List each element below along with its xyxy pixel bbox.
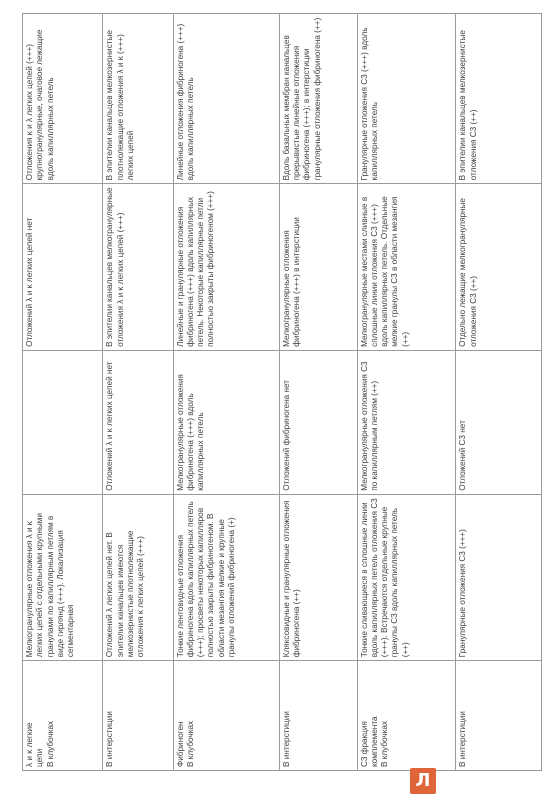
table-cell: Мелкогранулярные отложения С3 по капиллярным петлям (++) xyxy=(357,350,456,494)
row-label-line: комплемента xyxy=(369,716,379,767)
table-cell: Линейные и гранулярные отложения фибриногена (+++) вдоль капиллярных петель. Некоторые капиллярные петли полностью закрыты фибриногеном (+++) xyxy=(173,184,279,351)
table-row xyxy=(456,14,542,771)
table-cell: Отложения κ и λ легких цепей (+++) крупногранулярные, очаговое лежащие вдоль капиллярных петель xyxy=(23,14,103,184)
row-label xyxy=(173,661,279,771)
table-cell: Отложений λ легких цепей нет. В эпителии канальцев имеются мелкозернистые плотнолежащие отложения κ легких цепей (+++) xyxy=(103,494,173,661)
row-label xyxy=(23,661,103,771)
table-cell: Мелкогранулярные отложения фибриногена (+++) вдоль капиллярных петель xyxy=(173,350,279,494)
table-cell: Отложений С3 нет xyxy=(456,350,542,494)
publisher-logo-icon: Л xyxy=(410,768,436,794)
table-cell: Мелкогранулярные отложения λ и κ легких цепей с отдельными крупными гранулами по капиллярным петлям в виде гирлянд (+++). Локализация сегментарная xyxy=(23,494,103,661)
table-cell: Тонкие лентовидные отложения фибриногена вдоль капиллярных петель (+++); просветы некоторых капилляров полностью закрыты фибриногеном. В области мезангия мелкие и крупные гранулы отложений фибриногена (+) xyxy=(173,494,279,661)
row-label-line: В интерстиции xyxy=(105,711,115,767)
table-cell: Отложений λ и κ легких цепей нет xyxy=(103,350,173,494)
row-label xyxy=(456,661,542,771)
table-row xyxy=(103,14,173,771)
table-cell xyxy=(23,350,103,494)
table-cell: В эпителии канальцев мелкозернистые отложения С3 (++) xyxy=(456,14,542,184)
row-label xyxy=(279,661,357,771)
table-row xyxy=(357,14,456,771)
row-label-line: цепи xyxy=(35,748,45,767)
row-label-line: С3 фракция xyxy=(359,721,369,767)
rotated-table-container xyxy=(22,13,542,771)
table-cell: Отдельно лежащие мелкогранулярные отложения С3 (++) xyxy=(456,184,542,351)
table-cell: В эпителии канальцев мелкозернистые плотнолежащие отложения λ и κ (+++) легких цепей xyxy=(103,14,173,184)
table-cell: Линейные отложения фибриногена (+++) вдоль капиллярных петель xyxy=(173,14,279,184)
table-cell: Отложений λ и κ легких цепей нет xyxy=(23,184,103,351)
row-label-line: Фибриноген xyxy=(175,721,185,767)
row-label xyxy=(103,661,173,771)
row-label-line: В клубочках xyxy=(380,720,390,767)
table-cell: Тонкие сливающиеся в сплошные линии вдоль капиллярных петель отложения С3 (+++). Встречаются отдельные крупные гранулы С3 вдоль капиллярных петель (++) xyxy=(357,494,456,661)
table-row xyxy=(173,14,279,771)
table-cell: Кляксовидные и гранулярные отложения фибриногена (++) xyxy=(279,494,357,661)
table-cell: Гранулярные отложения С3 (+++) вдоль капиллярных петель xyxy=(357,14,456,184)
table-cell: Мелкогранулярные местами сливные в сплошные линии отложения С3 (+++) вдоль капиллярных петель. Отдельные мелкие гранулы С3 в области мезангия (++) xyxy=(357,184,456,351)
data-table xyxy=(22,13,542,771)
table-cell: В эпителии канальцев мелкогранулярные отложения λ и κ легких цепей (+++) xyxy=(103,184,173,351)
row-label-line: В клубочках xyxy=(185,720,195,767)
row-label-line: λ и κ легкие xyxy=(25,722,34,767)
table-cell: Мелкогранулярные отложения фибриногена (+++) в интерстиции xyxy=(279,184,357,351)
table-cell: Вдоль базальных мембран канальцев прерывистые линейные отложения фибриногена (+++); в интерстиции гранулярные отложения фибриногена (++) xyxy=(279,14,357,184)
table-row xyxy=(23,14,103,771)
table-cell: Гранулярные отложения С3 (+++) xyxy=(456,494,542,661)
table-cell: Отложений фибриногена нет xyxy=(279,350,357,494)
table-row xyxy=(279,14,357,771)
row-label-line: В интерстиции xyxy=(458,711,468,767)
row-label-line: В клубочках xyxy=(45,720,55,767)
row-label-line: В интерстиции xyxy=(281,711,291,767)
row-label xyxy=(357,661,456,771)
